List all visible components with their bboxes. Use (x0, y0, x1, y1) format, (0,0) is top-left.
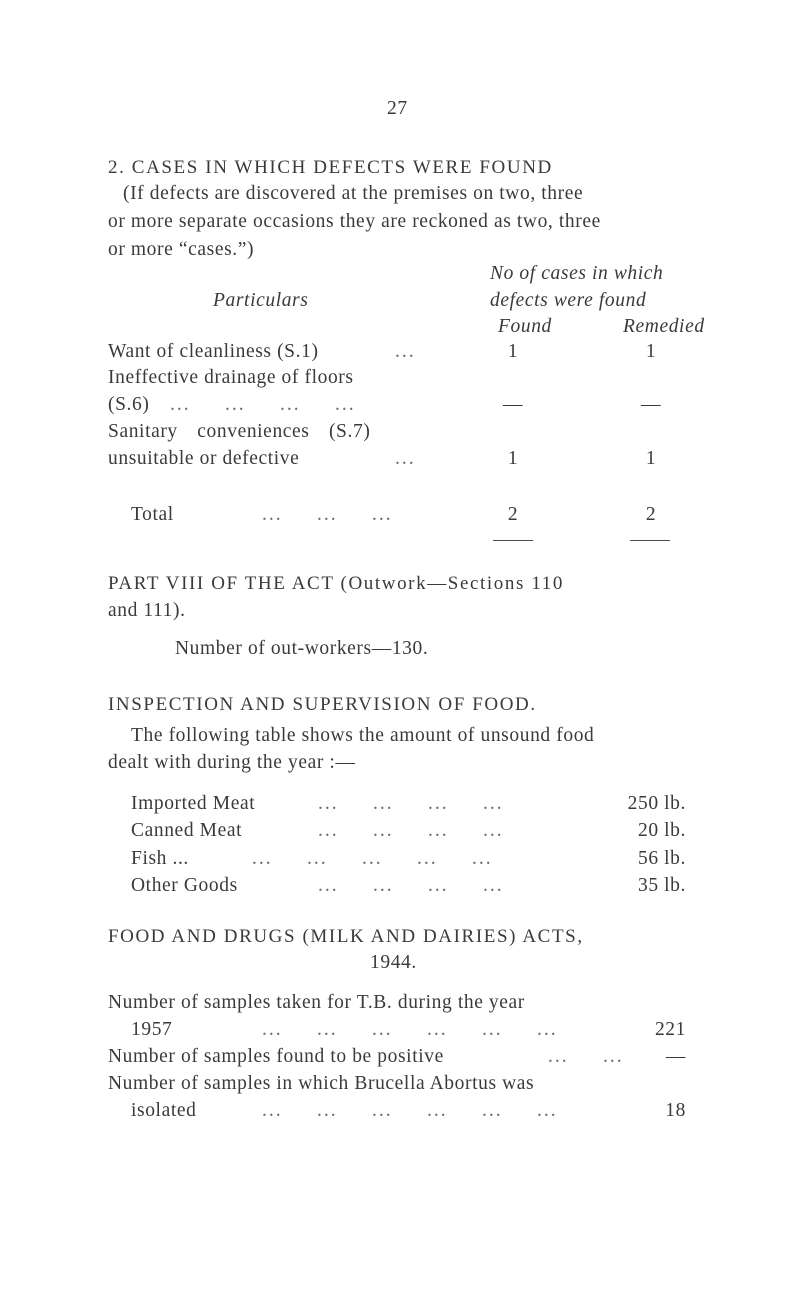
defect-row-label: Ineffective drainage of floors (108, 367, 354, 388)
leader-dots: ... (395, 341, 416, 362)
food-intro-line1: The following table shows the amount of unsound food (131, 725, 595, 746)
drugs-row-label-cont: isolated (131, 1100, 197, 1121)
defect-row-label: Want of cleanliness (S.1) (108, 341, 319, 362)
food-intro-line2: dealt with during the year :— (108, 752, 356, 773)
defect-row-label-cont: (S.6) (108, 394, 150, 415)
drugs-row-label: Number of samples in which Brucella Abortus was (108, 1073, 535, 1094)
part8-heading-cont: and 111). (108, 600, 186, 621)
total-label: Total (131, 504, 174, 525)
defect-row-found: 1 (507, 448, 519, 469)
col-header-found: Found (498, 316, 552, 337)
food-item-amount: 35 lb. (637, 875, 686, 896)
drugs-row-label: Number of samples found to be positive (108, 1046, 444, 1067)
food-drugs-heading: FOOD AND DRUGS (MILK AND DAIRIES) ACTS, (108, 926, 584, 947)
defect-row-remedied: 1 (645, 448, 657, 469)
leader-dots: ... ... ... ... ... (252, 848, 493, 869)
defect-row-label: Sanitary conveniences (S.7) (108, 421, 371, 442)
section-heading-cases: 2. CASES IN WHICH DEFECTS WERE FOUND (108, 157, 553, 178)
note-line-3: or more “cases.”) (108, 239, 255, 260)
outworkers-count: Number of out-workers—130. (175, 638, 429, 659)
leader-dots: ... ... (548, 1046, 624, 1067)
food-item-amount: 250 lb. (627, 793, 686, 814)
food-item-label: Fish ... (131, 848, 189, 869)
leader-dots: ... ... ... ... (318, 875, 504, 896)
leader-dots: ... (395, 448, 416, 469)
col-group-header-line2: defects were found (490, 290, 647, 311)
food-item-label: Canned Meat (131, 820, 243, 841)
total-underline-found (493, 540, 533, 541)
note-line-2: or more separate occasions they are reckoned as two, three (108, 211, 601, 232)
food-item-label: Imported Meat (131, 793, 256, 814)
defect-row-found: 1 (507, 341, 519, 362)
leader-dots: ... ... ... ... (318, 820, 504, 841)
leader-dots: ... ... ... (262, 504, 393, 525)
food-drugs-heading-year: 1944. (370, 952, 417, 973)
food-item-amount: 56 lb. (637, 848, 686, 869)
drugs-row-value: 18 (665, 1100, 686, 1121)
defect-row-remedied: — (640, 394, 662, 415)
food-item-amount: 20 lb. (637, 820, 686, 841)
col-group-header-line1: No of cases in which (490, 263, 664, 284)
col-header-remedied: Remedied (623, 316, 705, 337)
leader-dots: ... ... ... ... (318, 793, 504, 814)
defect-row-label-cont: unsuitable or defective (108, 448, 300, 469)
defect-row-remedied: 1 (645, 341, 657, 362)
part8-heading: PART VIII OF THE ACT (Outwork—Sections 110 (108, 573, 564, 594)
drugs-row-label-cont: 1957 (131, 1019, 173, 1040)
total-underline-remedied (630, 540, 670, 541)
drugs-row-value: 221 (654, 1019, 686, 1040)
col-header-particulars: Particulars (213, 290, 309, 311)
note-line-1: (If defects are discovered at the premises on two, three (123, 183, 584, 204)
total-remedied: 2 (645, 504, 657, 525)
total-found: 2 (507, 504, 519, 525)
defect-row-found: — (502, 394, 524, 415)
leader-dots: ... ... ... ... ... ... (262, 1019, 558, 1040)
leader-dots: ... ... ... ... (170, 394, 356, 415)
drugs-row-label: Number of samples taken for T.B. during the year (108, 992, 525, 1013)
leader-dots: ... ... ... ... ... ... (262, 1100, 558, 1121)
drugs-row-value: — (665, 1046, 686, 1067)
food-inspection-heading: INSPECTION AND SUPERVISION OF FOOD. (108, 694, 537, 715)
food-item-label: Other Goods (131, 875, 238, 896)
page-number: 27 (387, 98, 408, 119)
